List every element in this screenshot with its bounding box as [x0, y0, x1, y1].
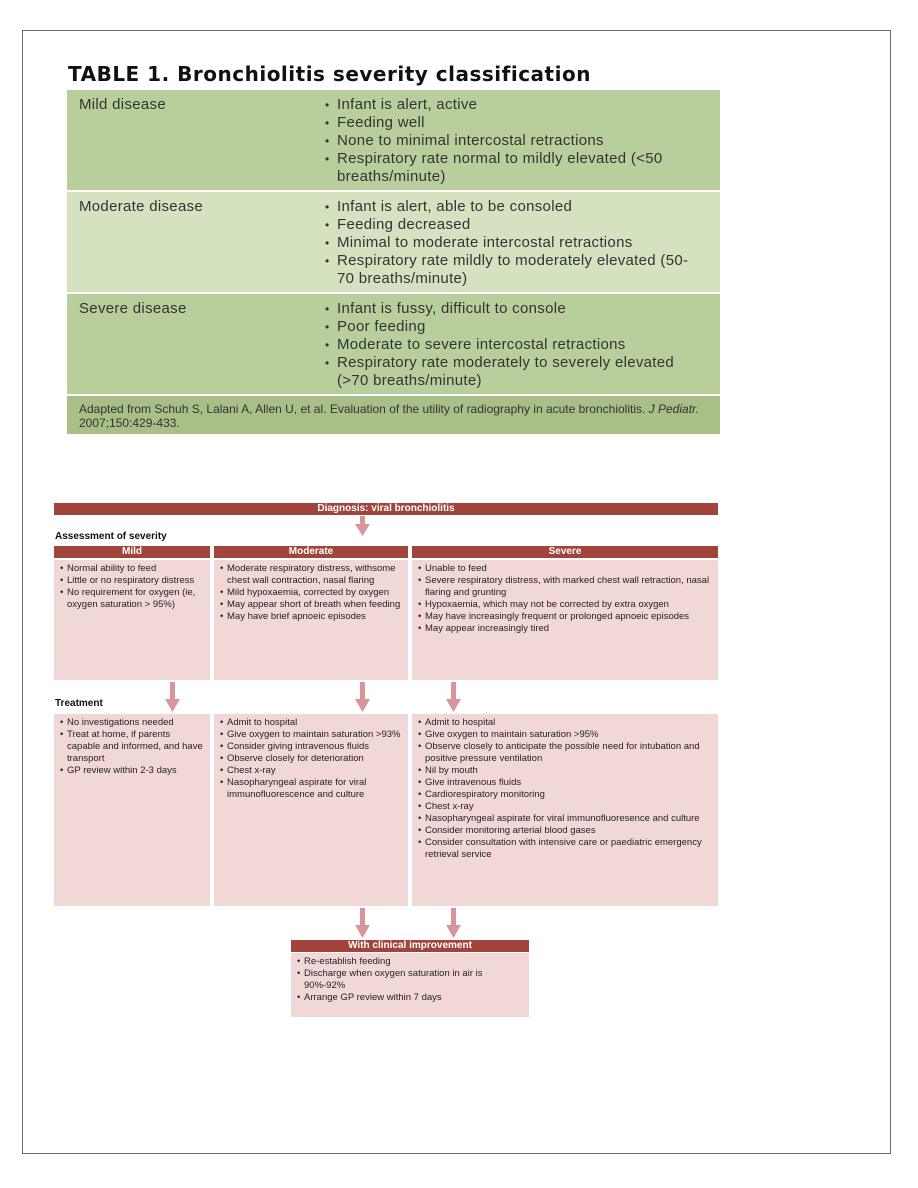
- list-item: • None to minimal intercostal retractions: [325, 132, 720, 150]
- improvement-box: [291, 953, 529, 1017]
- treatment-label: Treatment: [55, 698, 103, 709]
- list-item: • Nasopharyngeal aspirate for viral immunofluorescence and culture: [220, 777, 402, 801]
- list-item: • May have increasingly frequent or prolonged apnoeic episodes: [418, 611, 712, 623]
- list-item: • Give oxygen to maintain saturation >95%: [418, 729, 712, 741]
- list-item: • Moderate respiratory distress, withsome chest wall contraction, nasal flaring: [220, 563, 402, 587]
- row-label: Moderate disease: [79, 198, 204, 215]
- list-item: • Arrange GP review within 7 days: [297, 992, 523, 1004]
- list-item: • Unable to feed: [418, 563, 712, 575]
- arrow-icon: [355, 524, 370, 536]
- source-text: Adapted from Schuh S, Lalani A, Allen U, et al. Evaluation of the utility of radiography in acute bronchiolitis.: [79, 402, 649, 416]
- list-item: • May appear increasingly tired: [418, 623, 712, 635]
- list-item: • Infant is alert, active: [325, 96, 720, 114]
- list-item: • Discharge when oxygen saturation in air is 90%-92%: [297, 968, 523, 992]
- list-item: • Infant is alert, able to be consoled: [325, 198, 720, 216]
- list-item: • Consider monitoring arterial blood gases: [418, 825, 712, 837]
- list-item: • Normal ability to feed: [60, 563, 204, 575]
- list-item: • Admit to hospital: [220, 717, 402, 729]
- list-item: • Respiratory rate mildly to moderately elevated (50-70 breaths/minute): [325, 252, 720, 288]
- assessment-label: Assessment of severity: [55, 531, 167, 542]
- arrow-icon: [165, 699, 180, 712]
- list-item: • Minimal to moderate intercostal retractions: [325, 234, 720, 252]
- list-item: • Severe respiratory distress, with marked chest wall retraction, nasal flaring and grunting: [418, 575, 712, 599]
- list-item: • Chest x-ray: [220, 765, 402, 777]
- list-item: • Infant is fussy, difficult to console: [325, 300, 720, 318]
- list-item: • Nil by mouth: [418, 765, 712, 777]
- list-item: • Re-establish feeding: [297, 956, 523, 968]
- list-item: • Hypoxaemia, which may not be corrected by extra oxygen: [418, 599, 712, 611]
- list-item: • No investigations needed: [60, 717, 204, 729]
- list-item: • Poor feeding: [325, 318, 720, 336]
- list-item: • Feeding decreased: [325, 216, 720, 234]
- row-label: Severe disease: [79, 300, 187, 317]
- list-item: • GP review within 2-3 days: [60, 765, 204, 777]
- list-item: • May appear short of breath when feeding: [220, 599, 402, 611]
- arrow-icon: [446, 699, 461, 712]
- list-item: • May have brief apnoeic episodes: [220, 611, 402, 623]
- severity-heading-severe: Severe: [412, 546, 718, 558]
- source-citation: 2007;150:429-433.: [79, 416, 180, 430]
- list-item: • Mild hypoxaemia, corrected by oxygen: [220, 587, 402, 599]
- list-item: • Respiratory rate normal to mildly elevated (<50 breaths/minute): [325, 150, 720, 186]
- severity-box-mild: [54, 560, 210, 680]
- list-item: • Little or no respiratory distress: [60, 575, 204, 587]
- diagnosis-bar: Diagnosis: viral bronchiolitis: [54, 503, 718, 515]
- list-item: • Observe closely for deterioration: [220, 753, 402, 765]
- list-item: • Give intravenous fluids: [418, 777, 712, 789]
- severity-box-moderate: [214, 560, 408, 680]
- list-item: • Give oxygen to maintain saturation >93%: [220, 729, 402, 741]
- list-item: • Chest x-ray: [418, 801, 712, 813]
- severity-heading-mild: Mild: [54, 546, 210, 558]
- arrow-icon: [355, 699, 370, 712]
- list-item: • No requirement for oxygen (ie, oxygen saturation > 95%): [60, 587, 204, 611]
- list-item: • Treat at home, if parents capable and informed, and have transport: [60, 729, 204, 765]
- list-item: • Cardiorespiratory monitoring: [418, 789, 712, 801]
- improvement-heading: With clinical improvement: [291, 940, 529, 952]
- severity-box-severe: [412, 560, 718, 680]
- list-item: • Admit to hospital: [418, 717, 712, 729]
- severity-heading-moderate: Moderate: [214, 546, 408, 558]
- arrow-icon: [446, 925, 461, 938]
- list-item: • Observe closely to anticipate the possible need for intubation and positive pressure ventilation: [418, 741, 712, 765]
- table-title: TABLE 1. Bronchiolitis severity classification: [68, 62, 591, 86]
- treatment-box-mild: [54, 714, 210, 906]
- list-item: • Nasopharyngeal aspirate for viral immunofluoresence and culture: [418, 813, 712, 825]
- arrow-icon: [355, 925, 370, 938]
- list-item: • Respiratory rate moderately to severely elevated (>70 breaths/minute): [325, 354, 720, 390]
- row-label: Mild disease: [79, 96, 166, 113]
- list-item: • Consider consultation with intensive care or paediatric emergency retrieval service: [418, 837, 712, 861]
- list-item: • Feeding well: [325, 114, 720, 132]
- list-item: • Moderate to severe intercostal retractions: [325, 336, 720, 354]
- source-journal: J Pediatr.: [648, 402, 699, 416]
- treatment-box-severe: [412, 714, 718, 906]
- list-item: • Consider giving intravenous fluids: [220, 741, 402, 753]
- treatment-box-moderate: [214, 714, 408, 906]
